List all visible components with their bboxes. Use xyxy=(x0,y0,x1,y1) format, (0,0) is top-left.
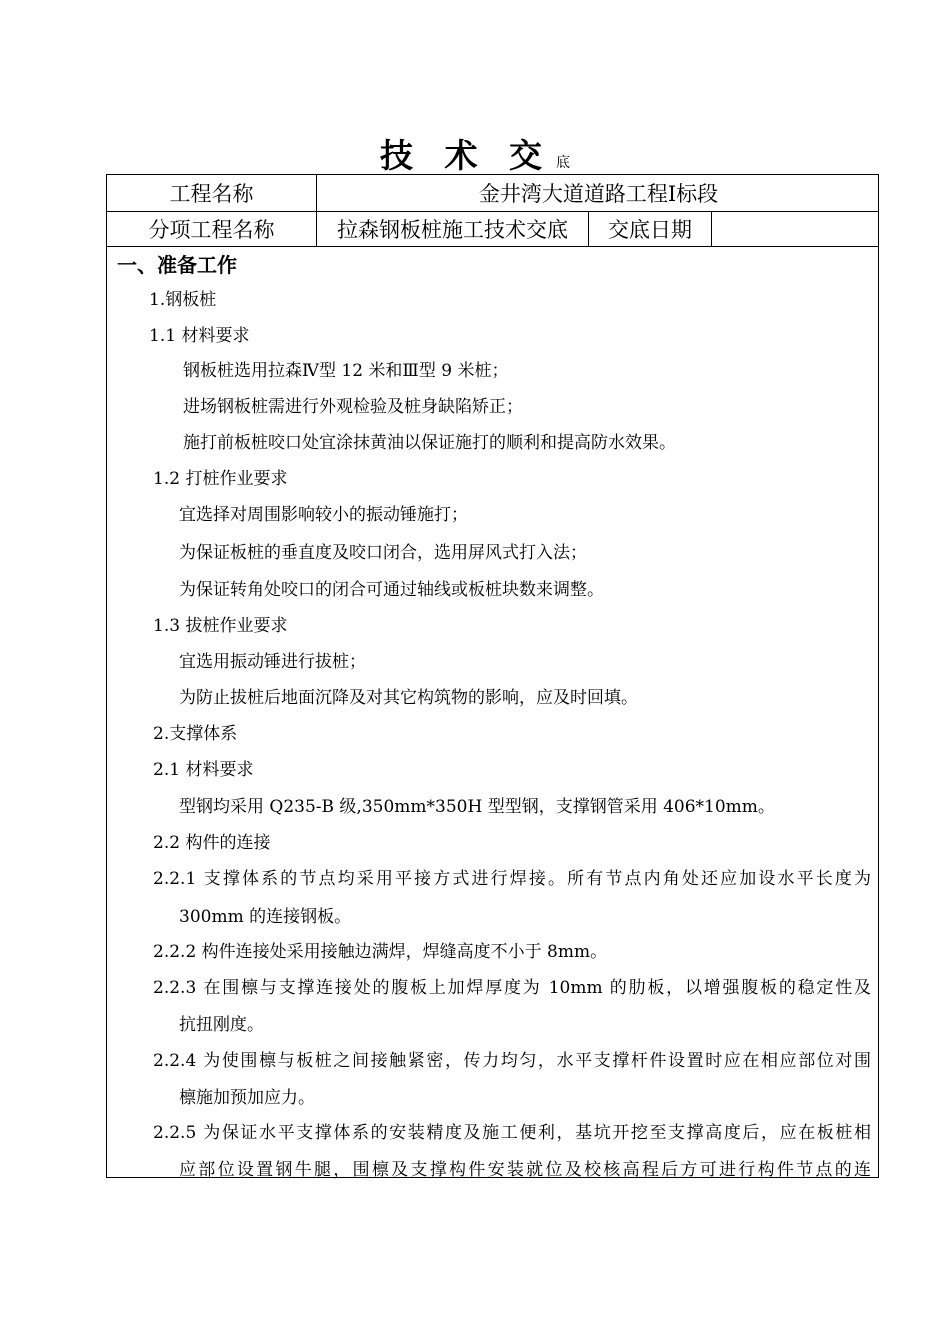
content-line: 为防止拔桩后地面沉降及对其它构筑物的影响，应及时回填。 xyxy=(179,688,638,708)
content-line: 2.2.1 支撑体系的节点均采用平接方式进行焊接。所有节点内角处还应加设水平长度为 xyxy=(153,869,871,889)
title-main: 技 术 交 xyxy=(380,136,552,175)
project-value: 金井湾大道道路工程Ⅰ标段 xyxy=(478,182,719,206)
project-row xyxy=(107,175,878,212)
section-heading: 一、准备工作 xyxy=(117,253,237,277)
title-suffix: 底 xyxy=(555,155,570,171)
content-line: 应部位设置钢牛腿，围檩及支撑构件安装就位及校核高程后方可进行构件节点的连 xyxy=(179,1160,871,1180)
disclosure-form xyxy=(106,174,879,1178)
content-line: 2.1 材料要求 xyxy=(153,760,254,780)
content-line: 型钢均采用 Q235-B 级,350mm*350H 型型钢，支撑钢管采用 406*10mm。 xyxy=(179,797,775,817)
content-line: 1.2 打桩作业要求 xyxy=(153,469,288,489)
content-line: 2.2 构件的连接 xyxy=(153,833,271,853)
content-line: 2.支撑体系 xyxy=(153,724,238,744)
content-line: 1.1 材料要求 xyxy=(149,326,250,346)
date-label: 交底日期 xyxy=(589,212,712,246)
content-line: 檩施加预加应力。 xyxy=(179,1088,315,1108)
content-line: 1.3 拔桩作业要求 xyxy=(153,616,288,636)
content-line: 2.2.3 在围檩与支撑连接处的腹板上加焊厚度为 10mm 的肋板，以增强腹板的稳定性及 xyxy=(153,978,871,998)
subitem-row xyxy=(107,212,878,247)
content-line: 2.2.4 为使围檩与板桩之间接触紧密，传力均匀，水平支撑杆件设置时应在相应部位对围 xyxy=(153,1051,871,1071)
content-line: 进场钢板桩需进行外观检验及桩身缺陷矫正； xyxy=(183,397,523,417)
content-line: 宜选用振动锤进行拔桩； xyxy=(179,652,366,672)
content-line: 抗扭刚度。 xyxy=(179,1015,264,1035)
content-body xyxy=(107,247,878,1180)
content-line: 1.钢板桩 xyxy=(149,290,217,310)
content-line: 为保证转角处咬口的闭合可通过轴线或板桩块数来调整。 xyxy=(179,580,604,600)
content-line: 宜选择对周围影响较小的振动锤施打； xyxy=(179,505,468,525)
content-line: 施打前板桩咬口处宜涂抹黄油以保证施打的顺利和提高防水效果。 xyxy=(183,433,676,453)
date-value xyxy=(712,212,880,246)
content-line: 300mm 的连接钢板。 xyxy=(179,907,352,927)
content-line: 为保证板桩的垂直度及咬口闭合，选用屏风式打入法； xyxy=(179,543,587,563)
subitem-value: 拉森钢板桩施工技术交底 xyxy=(317,212,589,246)
subitem-label: 分项工程名称 xyxy=(107,212,317,246)
content-line: 2.2.2 构件连接处采用接触边满焊，焊缝高度不小于 8mm。 xyxy=(153,942,608,962)
content-line: 2.2.5 为保证水平支撑体系的安装精度及施工便利，基坑开挖至支撑高度后，应在板桩相 xyxy=(153,1123,871,1143)
content-line: 钢板桩选用拉森Ⅳ型 12 米和Ⅲ型 9 米桩； xyxy=(183,361,509,381)
document-title xyxy=(0,130,950,177)
project-label: 工程名称 xyxy=(107,175,317,211)
